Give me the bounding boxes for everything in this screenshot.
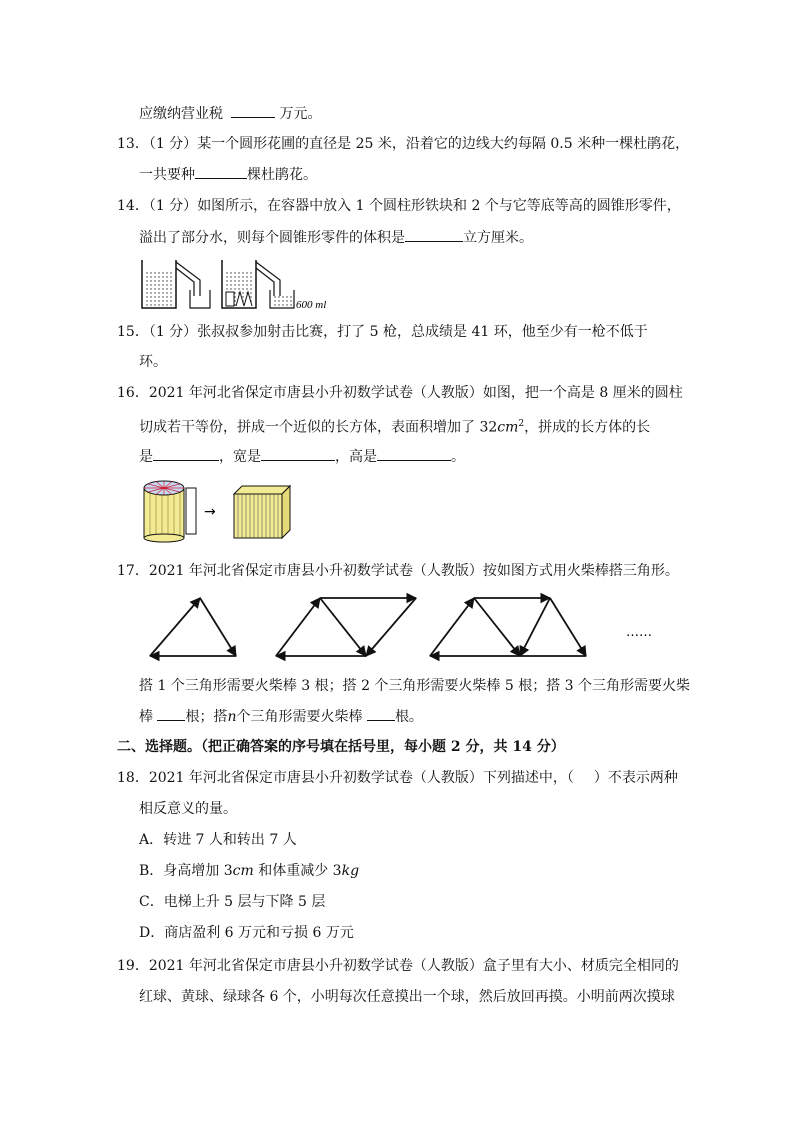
question-16-line2: 切成若干等份，拼成一个近似的长方体，表面积增加了 $32cm^2$，拼成的长方体的长 <box>139 419 651 436</box>
question-15-line2: 环。 <box>139 354 167 370</box>
answer-blank-length[interactable] <box>153 446 219 461</box>
question-18-line2: 相反意义的量。 <box>139 801 237 817</box>
cuboid-figure <box>234 486 290 538</box>
question-16-line1: 16．2021 年河北省保定市唐县小升初数学试卷（人教版）如图，把一个高是 8 厘米的圆柱 <box>117 385 683 401</box>
question-17-line3: 棒 根；搭n个三角形需要火柴棒 根。 <box>139 706 423 727</box>
cylinder-block-icon <box>226 292 234 306</box>
ellipsis: …… <box>626 625 652 640</box>
answer-blank-height[interactable] <box>377 446 451 461</box>
question-14-line2: 溢出了部分水，则每个圆锥形零件的体积是 立方厘米。 <box>139 227 533 248</box>
question-17-line2: 搭 1 个三角形需要火柴棒 3 根；搭 2 个三角形需要火柴棒 5 根；搭 3 个三角形需要火柴 <box>139 678 691 694</box>
question-13-line2: 一共要种 棵杜鹃花。 <box>139 164 317 185</box>
question-15-line1: 15．（1 分）张叔叔参加射击比赛，打了 5 枪，总成绩是 41 环，他至少有一枪不低于 <box>117 324 648 340</box>
question-19-line1: 19．2021 年河北省保定市唐县小升初数学试卷（人教版）盒子里有大小、材质完全相同的 <box>117 958 679 974</box>
overflow-pipe-1 <box>176 262 200 296</box>
overflow-pipe-2 <box>256 262 280 296</box>
question-18-line1: 18．2021 年河北省保定市唐县小升初数学试卷（人教版）下列描述中，（ ）不表示两种 <box>117 770 678 786</box>
question-19-line2: 红球、黄球、绿球各 6 个，小明每次任意摸出一个球，然后放回再摸。小明前两次摸球 <box>139 989 675 1005</box>
container-overflow-figure <box>138 256 338 314</box>
container-1 <box>142 260 176 308</box>
q12-continuation: 应缴纳营业税 万元。 <box>139 103 321 124</box>
cylinder-figure <box>144 481 196 542</box>
cylinder-to-cuboid-figure <box>140 478 300 544</box>
option-d: D．商店盈利 6 万元和亏损 6 万元 <box>139 925 354 941</box>
option-b: B．身高增加 3cm 和体重减少 3kg <box>139 863 360 879</box>
triangle-group-3 <box>430 598 586 656</box>
answer-blank[interactable] <box>195 164 247 179</box>
question-16-line3: 是 ，宽是 ，高是 。 <box>139 446 465 467</box>
answer-blank[interactable] <box>367 706 395 721</box>
option-a: A．转进 7 人和转出 7 人 <box>139 832 297 848</box>
matchstick-triangles-figure <box>140 590 670 662</box>
question-14-line1: 14．（1 分）如图所示，在容器中放入 1 个圆柱形铁块和 2 个与它等底等高的圆锥形零件， <box>117 198 681 214</box>
volume-label: 600 ml <box>296 299 327 311</box>
triangle-group-2 <box>276 598 416 656</box>
answer-blank[interactable] <box>405 227 463 242</box>
option-c: C．电梯上升 5 层与下降 5 层 <box>139 894 326 910</box>
container-2 <box>222 260 256 308</box>
answer-blank-width[interactable] <box>261 446 335 461</box>
answer-blank[interactable] <box>231 103 275 118</box>
answer-blank[interactable] <box>157 706 185 721</box>
triangle-group-1 <box>150 598 236 656</box>
question-13-line1: 13．（1 分）某一个圆形花圃的直径是 25 米，沿着它的边线大约每隔 0.5 米种一棵杜鹃花， <box>117 136 690 152</box>
question-17-line1: 17．2021 年河北省保定市唐县小升初数学试卷（人教版）按如图方式用火柴棒搭三角形。 <box>117 563 679 579</box>
section-heading: 二、选择题。（把正确答案的序号填在括号里，每小题 2 分，共 14 分） <box>117 739 565 755</box>
arrow-icon: → <box>204 504 216 520</box>
